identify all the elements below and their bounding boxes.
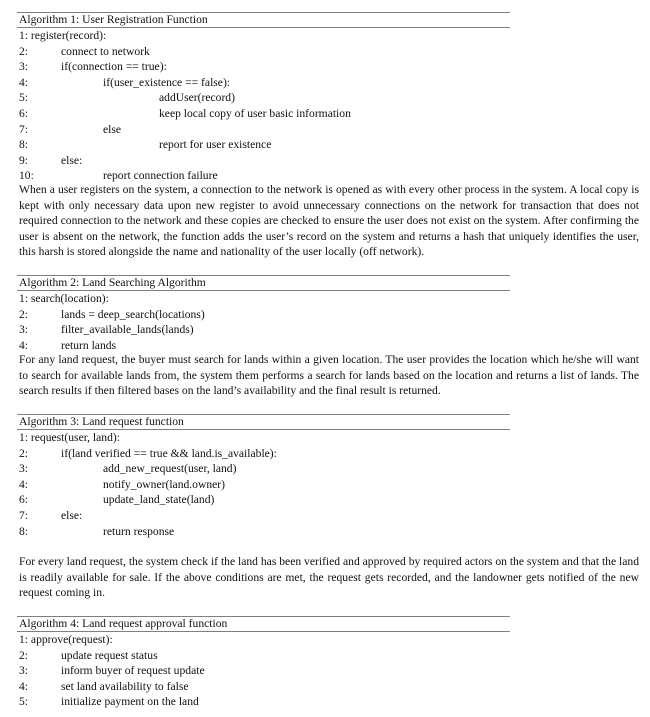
- algorithm-line: 9: else:: [19, 153, 83, 167]
- algorithm-1-description: When a user registers on the system, a connection to the network is opened as with every other process in the system. A local copy is kept with only necessary data upon new register to avoid unnecessary connections on the network for transaction that does not required connection to the network and these copies are checked to ensure the user does not exist on the system. After confirming the user is absent on the network, the function adds the user’s record on the system and returns a hash that uniquely identifies the user, this harsh is stored alongside the name and nationality of the user locally (off network).: [19, 183, 639, 259]
- algorithm-line: 8: report for user existence: [19, 138, 272, 152]
- algorithm-line: 1: approve(request):: [19, 633, 113, 646]
- algorithm-line: 3: add_new_request(user, land): [19, 462, 237, 476]
- algorithm-2-block: [17, 275, 510, 353]
- algorithm-line: 3: if(connection == true):: [19, 60, 167, 74]
- algorithm-line: 4: return lands: [19, 338, 117, 352]
- algorithm-line: 2: connect to network: [19, 44, 150, 58]
- algorithm-line: 7: else:: [19, 508, 83, 522]
- algorithm-line: 1: register(record):: [19, 29, 107, 42]
- algorithm-line: 3: inform buyer of request update: [19, 664, 205, 678]
- algorithm-1-block: [17, 12, 510, 184]
- algorithm-line: 2: if(land verified == true && land.is_available):: [19, 446, 277, 460]
- algorithm-line: 1: search(location):: [19, 292, 109, 305]
- algorithm-3-description: For every land request, the system check if the land has been verified and approved by required actors on the system and that the land is readily available for sale. If the above conditions are met, the request gets recorded, and the landowner gets notified of the new request coming in.: [19, 555, 639, 600]
- algorithm-line: 5: addUser(record): [19, 91, 235, 105]
- algorithm-4-block: [17, 616, 510, 710]
- algorithm-line: 4: if(user_existence == false):: [19, 75, 231, 89]
- algorithm-line: 8: return response: [19, 524, 175, 538]
- algorithm-line: 4: set land availability to false: [19, 679, 189, 693]
- algorithm-1-title: Algorithm 1: User Registration Function: [17, 12, 510, 28]
- algorithm-line: 4: notify_owner(land.owner): [19, 477, 226, 491]
- algorithm-line: 6: keep local copy of user basic information: [19, 106, 351, 120]
- algorithm-3-title: Algorithm 3: Land request function: [17, 414, 510, 430]
- algorithm-line: 6: update_land_state(land): [19, 493, 215, 507]
- algorithm-line: 3: filter_available_lands(lands): [19, 323, 194, 337]
- algorithm-line: 7: else: [19, 122, 122, 136]
- algorithm-2-description: For any land request, the buyer must search for lands within a given location. The user provides the location which he/she will want to search for available lands from, the system them performs a search for lands based on the location and returns a list of lands. The search results if then filtered bases on the land’s availability and the final result is returned.: [19, 353, 639, 398]
- algorithm-line: 2: update request status: [19, 648, 158, 662]
- algorithm-3-block: [17, 414, 510, 539]
- algorithm-4-title: Algorithm 4: Land request approval function: [17, 616, 510, 632]
- algorithm-line: 1: request(user, land):: [19, 431, 120, 444]
- algorithm-2-title: Algorithm 2: Land Searching Algorithm: [17, 275, 510, 291]
- algorithm-line: 2: lands = deep_search(locations): [19, 307, 205, 321]
- algorithm-line: 10: report connection failure: [19, 169, 218, 183]
- algorithm-line: 5: initialize payment on the land: [19, 695, 199, 709]
